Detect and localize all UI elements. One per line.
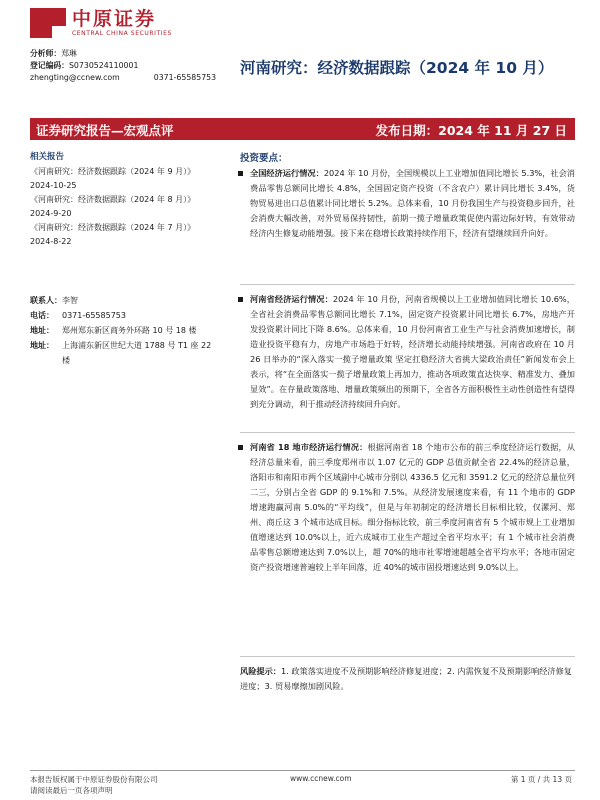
logo-mark-icon [30, 8, 66, 38]
report-title: 河南研究：经济数据跟踪（2024 年 10 月） [240, 59, 554, 77]
related-reports-list [30, 165, 210, 249]
address-zhengzhou: 郑州郑东新区商务外环路 10 号 18 楼 [62, 326, 197, 335]
section-title: 全国经济运行情况： [250, 168, 324, 178]
risk-warning [240, 664, 575, 694]
section-body: 2024 年 10 月份，河南省规模以上工业增加值同比增长 10.6%，全省社会消费品零售总额同比增长 7.1%，固定资产投资累计同比增长 6.7%，房地产开发投资累计同比下降 8.6%。总体来看，10 月份河南省工业生产与社会消费加速增长，制造业投资平稳有力，房地产市场趋于好转，经济增长动能持续增强。河南省政府在 10 月 26 日举办的“深入落实一揽子增量政策 坚定扛稳经济大省挑大梁政治责任”新闻发布会上表示，将“在全面落实一揽子增量政策上再加力，推动各项政策直达快享、精准发力、叠加显效”。在存量政策落地、增量政策频出的预期下，全省各方面积极性主动性创造性有望得到充分调动，利于推动经济持续回升向好。 [250, 294, 575, 409]
report-banner [30, 118, 575, 140]
bullet-icon [238, 171, 243, 176]
address-label: 地址： [30, 326, 54, 335]
contact-phone: 0371-65585753 [62, 311, 126, 320]
related-report-name[interactable]: 《河南研究：经济数据跟踪（2024 年 8 月）》 [30, 195, 196, 204]
page-number: 第 1 页 / 共 13 页 [510, 775, 572, 784]
henan-cities-section [240, 440, 575, 575]
henan-economy-section [240, 292, 575, 412]
analyst-name: 郑琳 [61, 49, 77, 58]
logo-cn-text: 中原证券 [72, 7, 157, 30]
section-divider [240, 656, 575, 657]
copyright-text: 本报告版权属于中原证券股份有限公司 [30, 775, 158, 784]
report-category: 证券研究报告—宏观点评 [36, 123, 174, 138]
reg-label: 登记编码： [30, 61, 69, 70]
footer-website[interactable]: www.ccnew.com [290, 774, 352, 783]
risk-title: 风险提示： [240, 666, 281, 676]
publish-date: 发布日期：2024 年 11 月 27 日 [375, 123, 567, 138]
related-report-date: 2024-9-20 [30, 209, 72, 218]
section-divider [240, 284, 575, 285]
related-report-name[interactable]: 《河南研究：经济数据跟踪（2024 年 9 月）》 [30, 167, 196, 176]
analyst-label: 分析师： [30, 49, 62, 58]
analyst-email: zhengting@ccnew.com [30, 73, 120, 82]
disclaimer-note: 请阅读最后一页各项声明 [30, 786, 113, 795]
section-title: 河南省 18 地市经济运行情况： [250, 442, 368, 452]
contact-info [30, 293, 215, 368]
national-economy-section [240, 166, 575, 241]
company-logo [30, 8, 172, 38]
bullet-icon [238, 445, 243, 450]
related-report-date: 2024-8-22 [30, 237, 72, 246]
liaison-name: 李智 [62, 296, 78, 305]
section-divider [240, 432, 575, 433]
risk-body: 1. 政策落实进度不及预期影响经济修复进度；2. 内需恢复不及预期影响经济修复进度；3. 贸易摩擦加剧风险。 [240, 666, 572, 691]
footer-copyright [30, 774, 158, 796]
reg-number: S0730524110001 [68, 61, 139, 70]
analyst-info [30, 48, 216, 84]
contact-phone-label: 电话： [30, 311, 54, 320]
logo-en-text: CENTRAL CHINA SECURITIES [72, 29, 172, 37]
address-label: 地址： [30, 341, 54, 350]
key-points-heading: 投资要点： [240, 153, 288, 164]
section-body: 2024 年 10 月份，全国规模以上工业增加值同比增长 5.3%，社会消费品零售总额同比增长 4.8%，全国固定资产投资（不含农户）累计同比增长 3.4%，货物贸易进出口总值累计同比增长 5.2%。总体来看，10 月份我国生产与投资稳步回升，社会消费大幅改善，对外贸易保持韧性，前期一揽子增量政策促使内需边际好转，有效带动经济内生修复动能增强。接下来在稳增长政策持续作用下，经济有望继续回升向好。 [250, 168, 575, 238]
related-reports-title: 相关报告 [30, 152, 65, 162]
footer-divider [30, 770, 575, 771]
section-title: 河南省经济运行情况： [250, 294, 333, 304]
related-report-date: 2024-10-25 [30, 181, 77, 190]
bullet-icon [238, 297, 243, 302]
address-shanghai: 上海浦东新区世纪大道 1788 号 T1 座 22 楼 [62, 341, 212, 365]
liaison-label: 联系人： [30, 296, 62, 305]
related-report-name[interactable]: 《河南研究：经济数据跟踪（2024 年 7 月）》 [30, 223, 196, 232]
analyst-phone: 0371-65585753 [153, 73, 217, 82]
section-body: 根据河南省 18 个地市公布的前三季度经济运行数据，从经济总量来看，前三季度郑州市以 1.07 亿元的 GDP 总值贡献全省 22.4%的经济总量，洛阳市和南阳市两个区域副中心城市分别以 4336.5 亿元和 3591.2 亿元的经济总量位列二三，分别占全省 GDP 的 9.1%和 7.5%。从经济发展速度来看，有 11 个地市的 GDP 增速跑赢河南 5.0%的“平均线”，但是与年初制定的经济增长目标相比较，仅漯河、郑州、商丘这 3 个城市达成目标。细分指标比较，前三季度河南省有 5 个城市规上工业增加值增速达到 10.0%以上，近六成城市工业生产超过全省平均水平；有 1 个城市社会消费品零售总额增速达到 7.0%以上，超 70%的地市社零增速超越全省平均水平；各地市固定资产投资增速普遍较上半年回落，近 40%的城市固投增速达到 9.0%以上。 [250, 442, 575, 572]
